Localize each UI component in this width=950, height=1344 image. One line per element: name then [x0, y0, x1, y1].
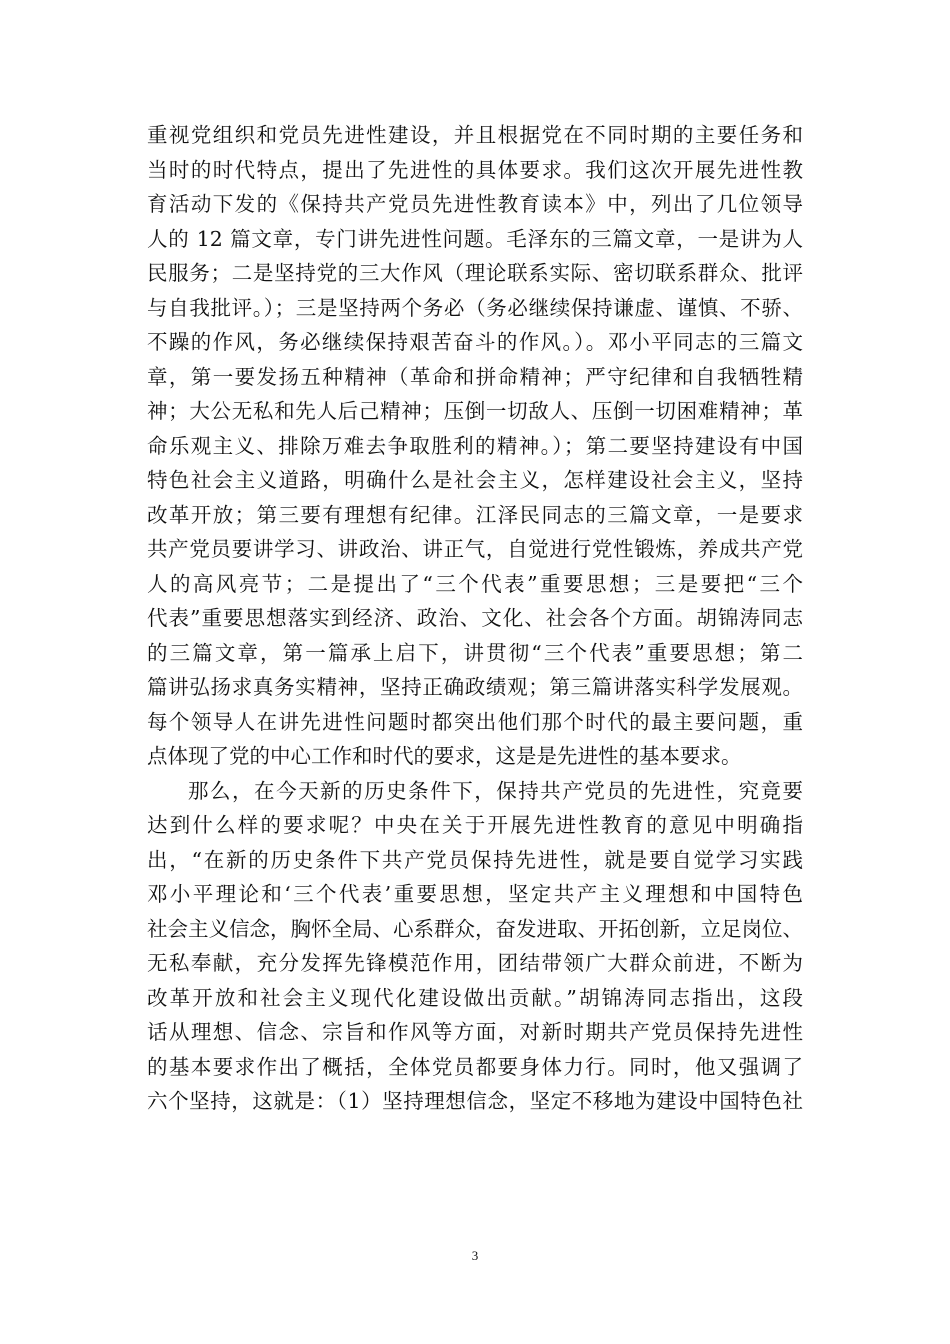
text-line: 共产党员要讲学习、讲政治、讲正气，自觉进行党性锻炼，养成共产党 [147, 537, 803, 561]
text-line: 人的高风亮节；二是提出了“三个代表”重要思想；三是要把“三个 [147, 571, 803, 596]
text-line: 的三篇文章，第一篇承上启下，讲贯彻“三个代表”重要思想；第二 [147, 640, 803, 665]
text-line: 六个坚持，这就是：（1）坚持理想信念，坚定不移地为建设中国特色社 [147, 1089, 803, 1113]
text-line: 人的 12 篇文章，专门讲先进性问题。毛泽东的三篇文章，一是讲为人 [147, 226, 803, 251]
text-line: 那么，在今天新的历史条件下，保持共产党员的先进性，究竟要 [188, 778, 803, 803]
text-line: 话从理想、信念、宗旨和作风等方面，对新时期共产党员保持先进性 [147, 1020, 803, 1044]
text-line: 命乐观主义、排除万难去争取胜利的精神。）；第二要坚持建设有中国 [147, 433, 803, 458]
page-number: 3 [471, 1248, 479, 1263]
text-line: 篇讲弘扬求真务实精神，坚持正确政绩观；第三篇讲落实科学发展观。 [147, 675, 803, 699]
text-line: 不躁的作风，务必继续保持艰苦奋斗的作风。）。邓小平同志的三篇文 [147, 330, 803, 354]
text-line: 达到什么样的要求呢？中央在关于开展先进性教育的意见中明确指 [147, 813, 803, 837]
text-line: 特色社会主义道路，明确什么是社会主义，怎样建设社会主义，坚持 [147, 468, 803, 492]
text-line: 神；大公无私和先人后己精神；压倒一切敌人、压倒一切困难精神；革 [147, 399, 803, 423]
text-line: 社会主义信念，胸怀全局、心系群众，奋发进取、开拓创新，立足岗位、 [147, 916, 803, 941]
text-line: 育活动下发的《保持共产党员先进性教育读本》中，列出了几位领导 [147, 192, 803, 216]
text-line: 代表”重要思想落实到经济、政治、文化、社会各个方面。胡锦涛同志 [147, 606, 803, 630]
text-line: 重视党组织和党员先进性建设，并且根据党在不同时期的主要任务和 [147, 123, 803, 147]
text-line: 每个领导人在讲先进性问题时都突出他们那个时代的最主要问题，重 [147, 709, 803, 734]
text-line: 的基本要求作出了概括，全体党员都要身体力行。同时，他又强调了 [147, 1054, 803, 1079]
text-line: 民服务；二是坚持党的三大作风（理论联系实际、密切联系群众、批评 [147, 261, 803, 285]
text-line: 出，“在新的历史条件下共产党员保持先进性，就是要自觉学习实践 [147, 847, 803, 872]
text-line: 与自我批评。）；三是坚持两个务必（务必继续保持谦虚、谨慎、不骄、 [147, 295, 803, 320]
text-line: 无私奉献，充分发挥先锋模范作用，团结带领广大群众前进，不断为 [147, 951, 803, 975]
text-line: 邓小平理论和‘三个代表’重要思想，坚定共产主义理想和中国特色 [147, 882, 803, 906]
text-line: 点体现了党的中心工作和时代的要求，这是是先进性的基本要求。 [147, 744, 742, 768]
text-line: 改革开放和社会主义现代化建设做出贡献。”胡锦涛同志指出，这段 [147, 985, 803, 1010]
paragraph [147, 774, 803, 1119]
text-line: 章，第一要发扬五种精神（革命和拼命精神；严守纪律和自我牺牲精 [147, 364, 803, 389]
text-line: 改革开放；第三要有理想有纪律。江泽民同志的三篇文章，一是要求 [147, 502, 803, 527]
text-line: 当时的时代特点，提出了先进性的具体要求。我们这次开展先进性教 [147, 157, 803, 182]
paragraph [147, 118, 803, 774]
body-text [147, 118, 803, 1119]
